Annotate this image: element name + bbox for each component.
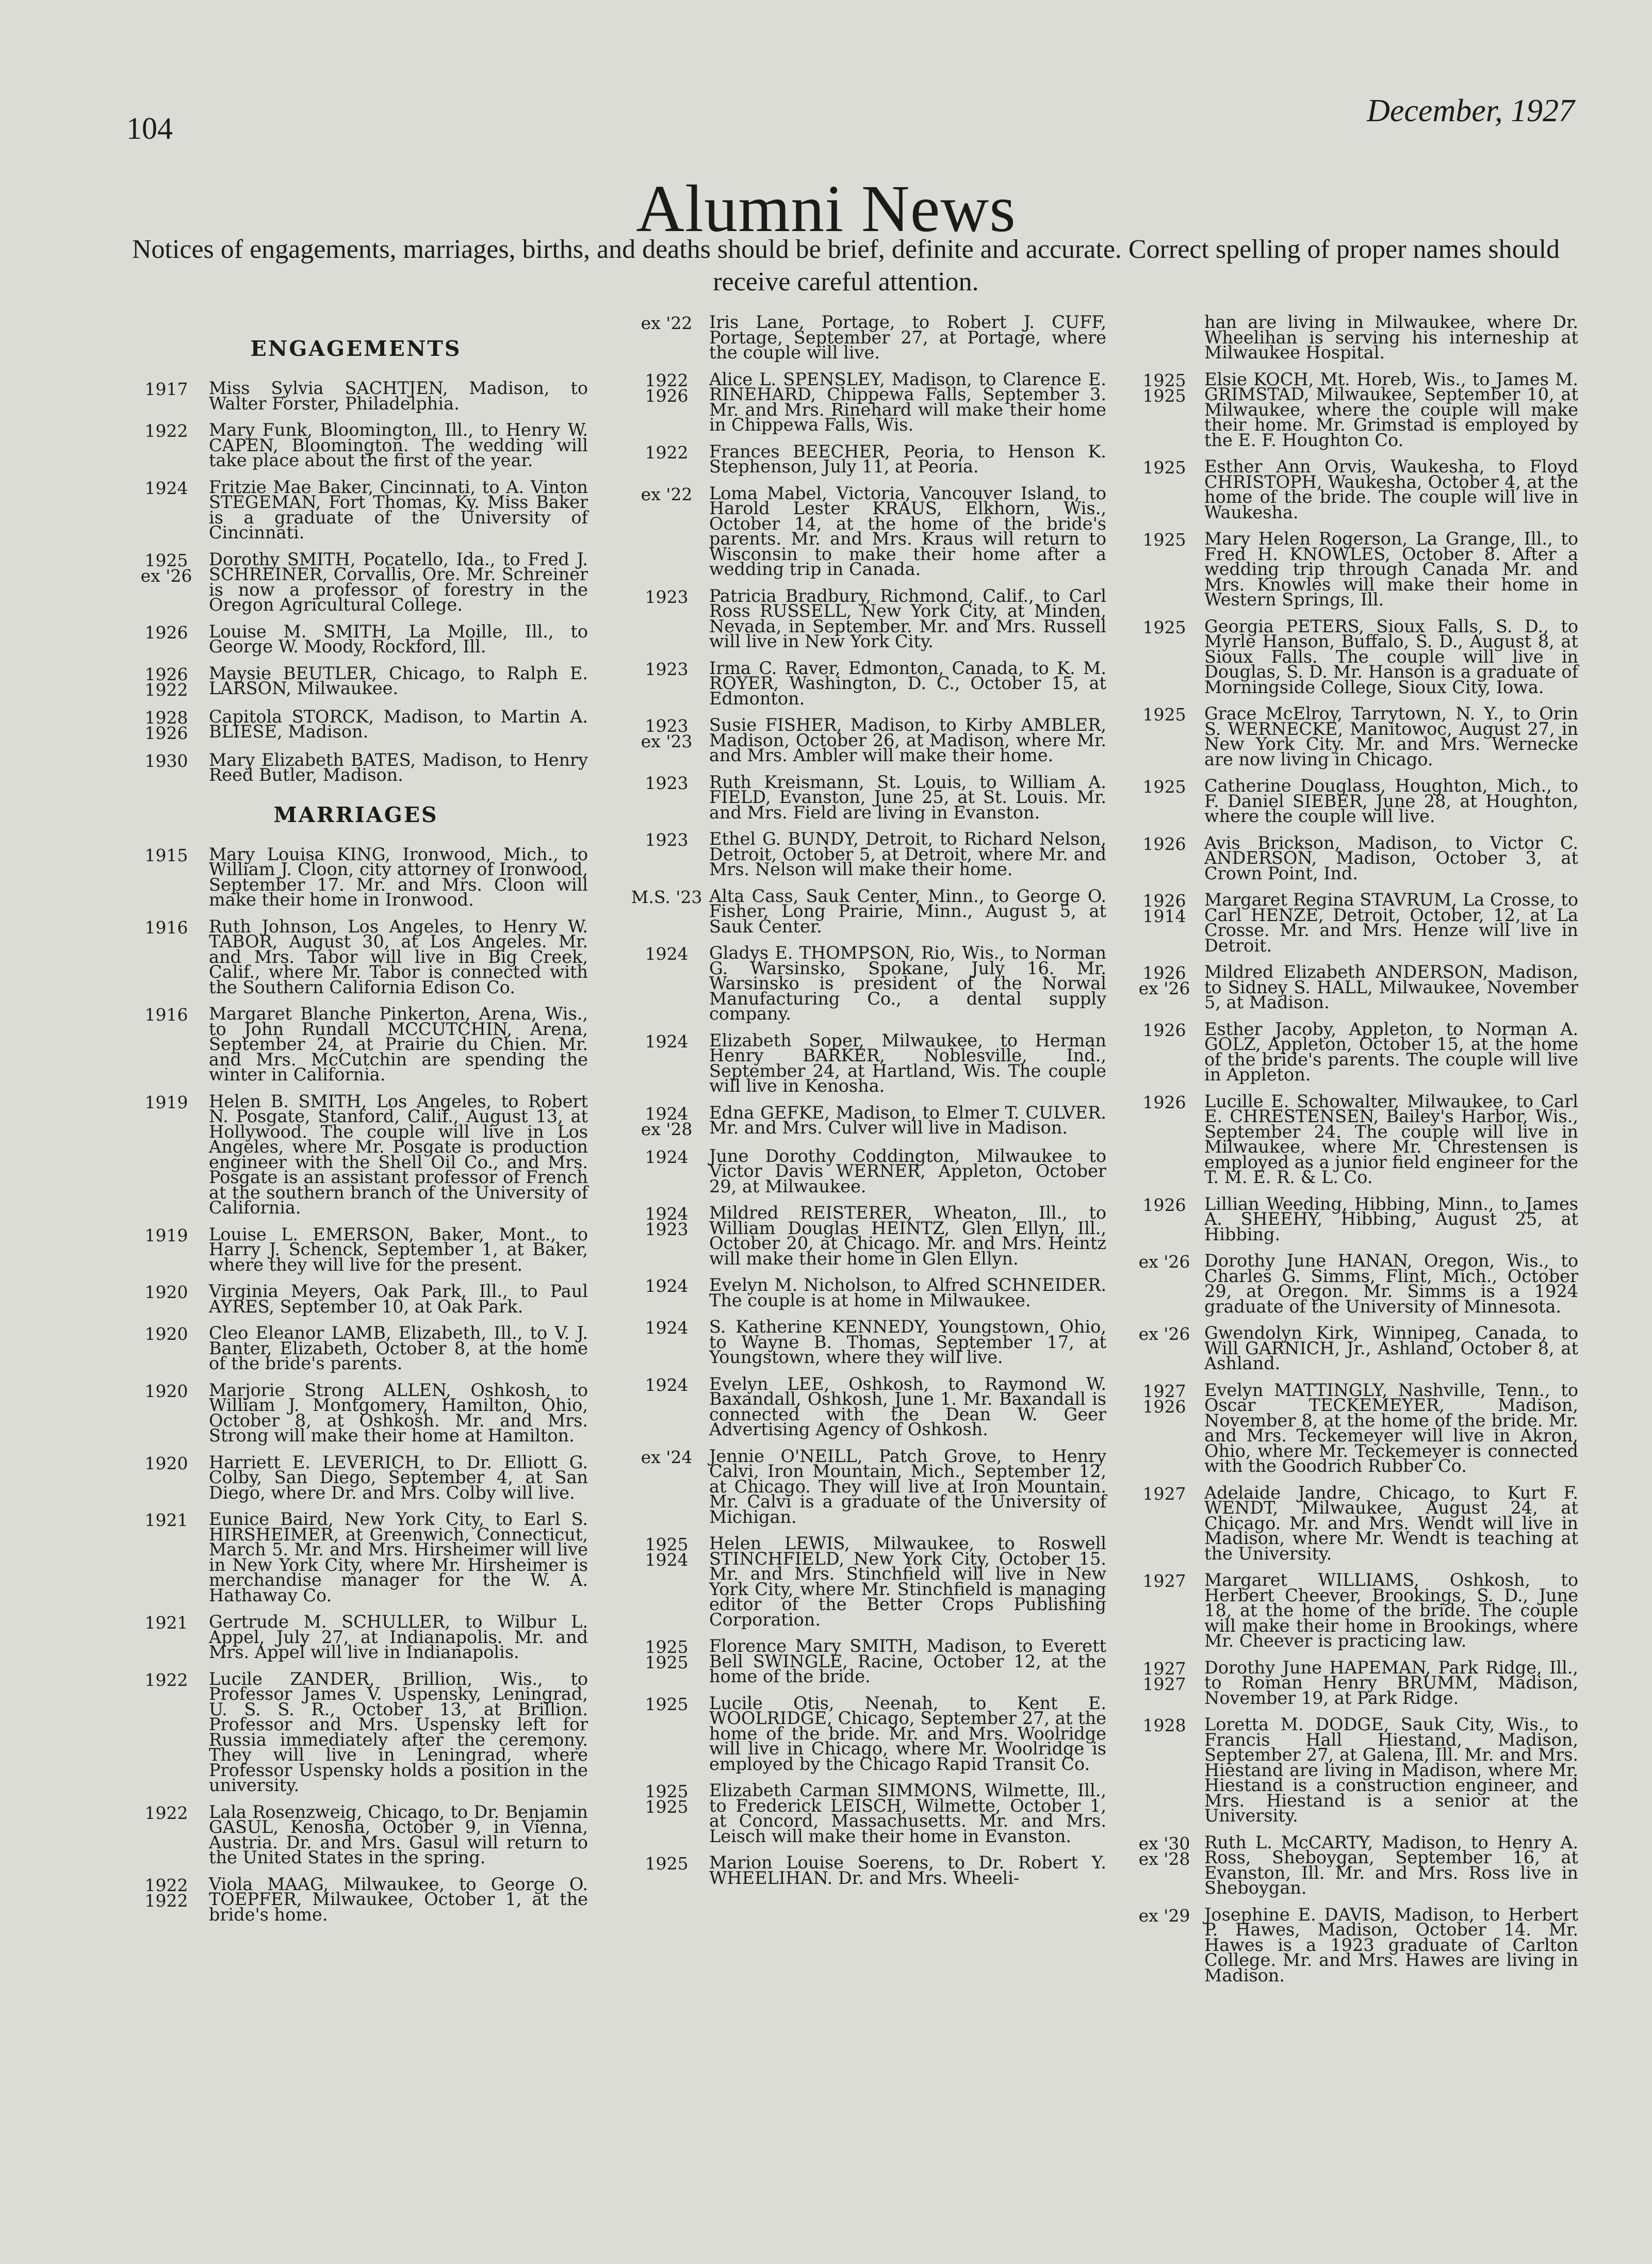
class-year: 1925 — [1142, 530, 1186, 550]
notice-text: Louise M. SMITH, La Moille, Ill., to George W. Moody, Rockford, Ill. — [209, 621, 588, 657]
notice-text: Lala Rosenzweig, Chicago, to Dr. Benjamin GASUL, Kenosha, October 9, in Vienna, Austria. Dr. and Mrs. Gasul will return to the United States in the spring. — [209, 1801, 588, 1867]
notice-entry — [1124, 531, 1578, 608]
notice-text: Ruth Kreismann, St. Louis, to William A. FIELD, Evanston, June 25, at St. Louis. Mr. and Mrs. Field are living in Evanston. — [709, 772, 1106, 823]
class-year: 1925 1925 — [1142, 370, 1186, 406]
class-year: 1925 — [1142, 617, 1186, 637]
notice-entry — [624, 1203, 1106, 1269]
notice-text: Mary Elizabeth BATES, Madison, to Henry Reed Butler, Madison. — [209, 749, 588, 785]
notice-entry — [124, 1614, 588, 1660]
notice-text: Margaret WILLIAMS, Oshkosh, to Herbert Cheever, Brookings, S. D., June 18, at the home of the bride. The couple will make their home in Brookings, where Mr. Cheever is practicing law. — [1204, 1570, 1578, 1651]
notice-entry — [1124, 1714, 1578, 1826]
notice-entry — [124, 378, 588, 414]
class-year: 1924 ex '28 — [641, 1103, 693, 1139]
class-year: 1928 1926 — [144, 707, 188, 743]
notice-text: Gertrude M. SCHULLER, to Wilbur L. Appel, July 27, at Indianapolis. Mr. and Mrs. Appel will live in Indianapolis. — [209, 1612, 588, 1662]
notice-text: Marion Louise Soerens, to Dr. Robert Y. WHEELIHAN. Dr. and Mrs. Wheeli- — [709, 1852, 1106, 1888]
notice-entry — [124, 749, 588, 785]
notice-entry — [1124, 1572, 1578, 1649]
notice-text: Lillian Weeding, Hibbing, Minn., to James A. SHEEHY, Hibbing, August 25, at Hibbing. — [1204, 1193, 1578, 1244]
notice-entry — [1124, 1091, 1578, 1187]
notice-entry — [624, 658, 1106, 709]
notice-entry — [1124, 1193, 1578, 1244]
notice-text: Cleo Eleanor LAMB, Elizabeth, Ill., to V. J. Banter, Elizabeth, October 8, at the home of the bride's parents. — [209, 1323, 588, 1373]
class-year: 1915 — [144, 845, 188, 865]
notice-entry — [1124, 832, 1578, 883]
notice-text: Helen LEWIS, Milwaukee, to Roswell STINCHFIELD, New York City, October 15. Mr. and Mrs. Stinchfield will live in New York City, where Mr. Stinchfield is managing editor of the Better Crops Publishing Corporation. — [709, 1533, 1106, 1630]
class-year: 1925 — [645, 1694, 689, 1714]
class-year: 1925 — [1142, 777, 1186, 797]
notice-entry — [1124, 1482, 1578, 1564]
notice-text: June Dorothy Coddington, Milwaukee to Victor Davis WERNER, Appleton, October 29, at Milwaukee. — [709, 1145, 1106, 1196]
notice-entry — [124, 477, 588, 543]
notice-text: Elsie KOCH, Mt. Horeb, Wis., to James M. GRIMSTAD, Milwaukee, September 10, at Milwaukee, where the couple will make their home. Mr. Grimstad is employed by the E. F. Houghton Co. — [1204, 369, 1578, 450]
notice-entry — [624, 885, 1106, 937]
notice-text: Louise L. EMERSON, Baker, Mont., to Harry J. Schenck, September 1, at Baker, where they will live for the present. — [209, 1224, 588, 1275]
class-year: 1926 — [1142, 1020, 1186, 1040]
page-title: Alumni News — [636, 172, 1016, 246]
class-year: 1927 — [1142, 1571, 1186, 1591]
marriages-list-continued — [624, 312, 1106, 1888]
notice-entry — [1124, 964, 1578, 1010]
notice-text: Elizabeth Soper, Milwaukee, to Herman Henry BARKER, Noblesville, Ind., September 24, at Hartland, Wis. The couple will live in Kenosha. — [709, 1030, 1106, 1096]
class-year: 1925 — [645, 1853, 689, 1874]
class-year: 1924 — [645, 944, 689, 964]
notice-text: Mary Funk, Bloomington, Ill., to Henry W. CAPEN, Bloomington. The wedding will take place about the first of the year. — [209, 420, 588, 470]
class-year: 1922 1922 — [144, 1875, 188, 1911]
notice-text: Frances BEECHER, Peoria, to Henson K. Stephenson, July 11, at Peoria. — [709, 441, 1106, 477]
class-year: 1921 — [144, 1613, 188, 1633]
class-year: 1924 — [645, 1031, 689, 1052]
notice-text: Viola MAAG, Milwaukee, to George O. TOEPFER, Milwaukee, October 1, at the bride's home. — [209, 1874, 588, 1925]
notice-text: Eunice Baird, New York City, to Earl S. HIRSHEIMER, at Greenwich, Connecticut, March 5. Mr. and Mrs. Hirsheimer will live in New York City, where Mr. Hirsheimer is merchandise manager for the W. A. Hathaway Co. — [209, 1509, 588, 1605]
class-year: 1925 — [1142, 704, 1186, 725]
class-year: ex '26 — [1138, 1324, 1190, 1344]
notice-entry — [624, 1102, 1106, 1139]
class-year: 1920 — [144, 1453, 188, 1473]
notice-text: Evelyn M. Nicholson, to Alfred SCHNEIDER. The couple is at home in Milwaukee. — [709, 1275, 1106, 1310]
notice-entry — [624, 1780, 1106, 1846]
notice-entry — [1124, 1251, 1578, 1317]
notice-entry — [124, 1874, 588, 1925]
class-year: 1922 1926 — [645, 370, 689, 406]
notice-text: Lucile ZANDER, Brillion, Wis., to Professor James V. Uspensky, Leningrad, U. S. S. R., October 13, at Brillion. Professor and Mrs. Uspensky left for Russia immediately after the ceremony. They will live in Leningrad, where Professor Uspensky holds a position in the university. — [209, 1668, 588, 1795]
notice-entry — [1124, 1904, 1578, 1986]
notice-entry — [624, 1373, 1106, 1439]
notice-entry — [124, 621, 588, 657]
notice-text: Dorothy SMITH, Pocatello, Ida., to Fred J. SCHREINER, Corvallis, Ore. Mr. Schreiner is now a professor of forestry in the Oregon Agricultural College. — [209, 549, 588, 615]
notice-entry — [624, 483, 1106, 579]
class-year: 1920 — [144, 1282, 188, 1302]
notice-text: Evelyn LEE, Oshkosh, to Raymond W. Baxandall, Oshkosh, June 1. Mr. Baxandall is connected with the Dean W. Geer Advertising Agency of Oshkosh. — [709, 1373, 1106, 1439]
class-year: 1925 1924 — [645, 1534, 689, 1570]
notice-text: Iris Lane, Portage, to Robert J. CUFF, Portage, September 27, at Portage, where the couple will live. — [709, 312, 1106, 363]
marriages-list-continued — [1124, 369, 1578, 1986]
notice-entry — [624, 1638, 1106, 1684]
class-year: 1923 ex '23 — [641, 716, 693, 751]
intro-notice: Notices of engagements, marriages, births, and deaths should be brief, definite and accurate. Correct spelling of proper names should receive careful attention. — [132, 235, 1560, 297]
notice-entry — [1124, 778, 1578, 824]
class-year: ex '29 — [1138, 1905, 1190, 1926]
notice-text: Virginia Meyers, Oak Park, Ill., to Paul AYRES, September 10, at Oak Park. — [209, 1281, 588, 1317]
class-year: 1925 1925 — [645, 1637, 689, 1672]
class-year: 1926 — [1142, 1194, 1186, 1215]
notice-text: Helen B. SMITH, Los Angeles, to Robert N. Posgate, Stanford, Calif., August 13, at Hollywood. The couple will live in Los Angeles, where Mr. Posgate is production engineer with the Shell Oil Co., and Mrs. Posgate is an assistant professor of French at the southern branch of the University of California. — [209, 1091, 588, 1218]
notice-text: Dorothy June HAPEMAN, Park Ridge, Ill., to Roman Henry BRUMM, Madison, November 19, at Park Ridge. — [1204, 1657, 1578, 1708]
notice-text: Ethel G. BUNDY, Detroit, to Richard Nelson, Detroit, October 5, at Detroit, where Mr. and Mrs. Nelson will make their home. — [709, 829, 1106, 879]
notice-text: Evelyn MATTINGLY, Nashville, Tenn., to Oscar TECKEMEYER, Madison, November 8, at the home of the bride. Mr. and Mrs. Teckemeyer will live in Akron, Ohio, where Mr. Teckemeyer is connected with the Goodrich Rubber Co. — [1204, 1380, 1578, 1476]
notice-entry — [124, 706, 588, 743]
notice-entry — [624, 1030, 1106, 1096]
class-year: 1924 1923 — [645, 1204, 689, 1239]
notice-text: Adelaide Jandre, Chicago, to Kurt F. WENDT, Milwaukee, August 24, at Chicago. Mr. and Mrs. Wendt will live in Madison, where Mr. Wendt is teaching at the University. — [1204, 1482, 1578, 1564]
notice-entry — [624, 1145, 1106, 1196]
class-year: 1922 — [645, 442, 689, 463]
class-year: 1922 — [144, 1669, 188, 1690]
notice-entry — [1124, 703, 1578, 769]
class-year: 1926 — [1142, 1092, 1186, 1112]
notice-entry — [624, 441, 1106, 477]
notice-text: Avis Brickson, Madison, to Victor C. ANDERSON, Madison, October 3, at Crown Point, Ind. — [1204, 832, 1578, 883]
notice-entry — [124, 663, 588, 700]
class-year: 1920 — [144, 1381, 188, 1401]
notice-entry — [124, 1224, 588, 1275]
notice-text: Margaret Blanche Pinkerton, Arena, Wis., to John Rundall MCCUTCHIN, Arena, September 24, at Prairie du Chien. Mr. and Mrs. McCutchin are spending the winter in California. — [209, 1004, 588, 1085]
class-year: 1923 — [645, 830, 689, 850]
notice-text: Mary Helen Rogerson, La Grange, Ill., to Fred H. KNOWLES, October 8. After a wedding trip through Canada Mr. and Mrs. Knowles will make their home in Western Springs, Ill. — [1204, 529, 1578, 610]
notice-entry — [124, 1801, 588, 1867]
marriages-heading: MARRIAGES — [273, 802, 438, 827]
notice-entry — [624, 945, 1106, 1022]
notice-entry — [1124, 616, 1578, 697]
class-year: 1923 — [645, 659, 689, 679]
class-year: 1926 1914 — [1142, 891, 1186, 926]
notice-entry — [124, 844, 588, 910]
class-year: 1924 — [144, 478, 188, 498]
page-number: 104 — [126, 111, 173, 145]
notice-text: Harriett E. LEVERICH, to Dr. Elliott G. Colby, San Diego, September 4, at San Diego, where Dr. and Mrs. Colby will live. — [209, 1452, 588, 1503]
notice-entry — [124, 1380, 588, 1446]
class-year: 1927 — [1142, 1483, 1186, 1504]
class-year: 1924 — [645, 1146, 689, 1167]
notice-entry — [124, 1452, 588, 1503]
notice-text: Alta Cass, Sauk Center, Minn., to George O. Fisher, Long Prairie, Minn., August 5, at Sauk Center. — [709, 885, 1106, 937]
notice-entry — [624, 772, 1106, 823]
class-year: 1927 1927 — [1142, 1658, 1186, 1694]
column-3 — [1124, 312, 1578, 1994]
engagements-list — [124, 378, 588, 785]
notice-text: Edna GEFKE, Madison, to Elmer T. CULVER. Mr. and Mrs. Culver will live in Madison. — [709, 1102, 1106, 1138]
class-year: 1923 — [645, 586, 689, 607]
notice-entry — [624, 1319, 1106, 1365]
notice-entry — [1124, 456, 1578, 522]
continued-entry-text: han are living in Milwaukee, where Dr. Wheelihan is serving his interneship at Milwaukee Hospital. — [1204, 312, 1578, 363]
notice-text: Loretta M. DODGE, Sauk City, Wis., to Francis Hall Hiestand, Madison, September 27, at Galena, Ill. Mr. and Mrs. Hiestand are living in Madison, where Mr. Hiestand is a construction engineer, and Mrs. Hiestand is a senior at the University. — [1204, 1714, 1578, 1826]
issue-date: December, 1927 — [1367, 93, 1575, 128]
class-year: 1925 1925 — [645, 1781, 689, 1817]
class-year: ex '26 — [1138, 1252, 1190, 1272]
notice-entry — [1124, 1019, 1578, 1085]
notice-text: Mildred Elizabeth ANDERSON, Madison, to Sidney S. HALL, Milwaukee, November 5, at Madison. — [1204, 962, 1578, 1012]
notice-text: Esther Jacoby, Appleton, to Norman A. GOLZ, Appleton, October 15, at the home of the bride's parents. The couple will live in Appleton. — [1204, 1019, 1578, 1085]
class-year: 1927 1926 — [1142, 1381, 1186, 1417]
class-year: 1924 — [645, 1374, 689, 1395]
class-year: 1925 ex '26 — [140, 550, 192, 586]
notice-entry — [624, 831, 1106, 877]
column-1 — [124, 315, 588, 1933]
class-year: 1924 — [645, 1276, 689, 1296]
notice-entry — [624, 1533, 1106, 1630]
notice-text: Margaret Regina STAVRUM, La Crosse, to Carl HENZE, Detroit, October, 12, at La Crosse. Mr. and Mrs. Henze will live in Detroit. — [1204, 890, 1578, 956]
class-year: 1925 — [1142, 457, 1186, 478]
notice-entry — [624, 369, 1106, 435]
notice-entry — [1124, 1657, 1578, 1708]
notice-text: Gladys E. THOMPSON, Rio, Wis., to Norman G. Warsinsko, Spokane, July 16. Mr. Warsinsko is president of the Norwal Manufacturing Co., a dental supply company. — [709, 943, 1106, 1024]
notice-entry — [124, 422, 588, 468]
notice-text: Alice L. SPENSLEY, Madison, to Clarence E. RINEHARD, Chippewa Falls, September 3. Mr. and Mrs. Rinehard will make their home in Chippewa Falls, Wis. — [709, 369, 1106, 435]
notice-entry — [124, 1281, 588, 1317]
notice-text: Irma C. Raver, Edmonton, Canada, to K. M. ROYER, Washington, D. C., October 15, at Edmonton. — [709, 658, 1106, 709]
notice-entry — [124, 916, 588, 997]
notice-text: S. Katherine KENNEDY, Youngstown, Ohio, to Wayne B. Thomas, September 17, at Youngstown, where they will live. — [709, 1317, 1106, 1367]
notice-text: Catherine Douglass, Houghton, Mich., to F. Daniel SIEBER, June 28, at Houghton, where the couple will live. — [1204, 776, 1578, 826]
notice-text: Dorothy June HANAN, Oregon, Wis., to Charles G. Simms, Flint, Mich., October 29, at Oregon. Mr. Simms is a 1924 graduate of the University of Minnesota. — [1204, 1251, 1578, 1317]
column-2 — [624, 312, 1106, 1897]
notice-entry — [624, 1277, 1106, 1308]
class-year: 1922 — [144, 421, 188, 441]
notice-text: Mildred REISTERER, Wheaton, Ill., to William Douglas HEINTZ, Glen Ellyn, Ill., October 20, at Chicago. Mr. and Mrs. Heintz will make their home in Glen Ellyn. — [709, 1203, 1106, 1269]
notice-text: Florence Mary SMITH, Madison, to Everett Bell SWINGLE, Racine, October 12, at the home of the bride. — [709, 1636, 1106, 1686]
notice-entry — [124, 549, 588, 615]
class-year: 1923 — [645, 773, 689, 793]
class-year: ex '30 ex '28 — [1138, 1833, 1190, 1869]
notice-entry — [1124, 1380, 1578, 1476]
class-year: 1920 — [144, 1324, 188, 1344]
notice-entry — [1124, 369, 1578, 450]
class-year: 1926 ex '26 — [1138, 963, 1190, 998]
class-year: ex '22 — [641, 313, 693, 333]
class-year: 1917 — [144, 379, 188, 399]
notice-text: Jennie O'NEILL, Patch Grove, to Henry Calvi, Iron Mountain, Mich., September 12, at Chicago. They will live at Iron Mountain. Mr. Calvi is a graduate of the University of Michigan. — [709, 1446, 1106, 1527]
notice-text: Ruth L. McCARTY, Madison, to Henry A. Ross, Sheboygan, September 16, at Evanston, Ill. Mr. and Mrs. Ross live in Sheboygan. — [1204, 1832, 1578, 1898]
notice-entry — [624, 1693, 1106, 1774]
class-year: 1922 — [144, 1802, 188, 1823]
class-year: 1921 — [144, 1510, 188, 1530]
class-year: 1919 — [144, 1092, 188, 1112]
notice-text: Gwendolyn Kirk, Winnipeg, Canada, to Will GARNICH, Jr., Ashland, October 8, at Ashland. — [1204, 1323, 1578, 1373]
notice-text: Esther Ann Orvis, Waukesha, to Floyd CHRISTOPH, Waukesha, October 4, at the home of the bride. The couple will live in Waukesha. — [1204, 456, 1578, 522]
notice-entry — [124, 1509, 588, 1605]
notice-entry — [124, 1668, 588, 1795]
notice-text: Josephine E. DAVIS, Madison, to Herbert P. Hawes, Madison, October 14. Mr. Hawes is a 1923 graduate of Carlton College. Mr. and Mrs. Hawes are living in Madison. — [1204, 1904, 1578, 1986]
class-year: 1926 — [144, 622, 188, 643]
class-year: 1916 — [144, 917, 188, 938]
notice-entry — [624, 1446, 1106, 1527]
class-year: 1926 1922 — [144, 664, 188, 700]
notice-text: Georgia PETERS, Sioux Falls, S. D., to Myrle Hanson, Buffalo, S. D., August 8, at Sioux Falls. The couple will live in Douglas, S. D. Mr. Hanson is a graduate of Morningside College, Sioux City, Iowa. — [1204, 616, 1578, 697]
notice-text: Patricia Bradbury, Richmond, Calif., to Carl Ross RUSSELL, New York City, at Minden, Nevada, in September. Mr. and Mrs. Russell will live in New York City. — [709, 585, 1106, 651]
notice-entry — [1124, 1832, 1578, 1898]
class-year: 1924 — [645, 1318, 689, 1338]
class-year: 1926 — [1142, 833, 1186, 854]
class-year: 1919 — [144, 1225, 188, 1245]
notice-text: Grace McElroy, Tarrytown, N. Y., to Orin S. WERNECKE, Manitowoc, August 27, in New York City. Mr. and Mrs. Wernecke are now living in Chicago. — [1204, 703, 1578, 769]
notice-text: Susie FISHER, Madison, to Kirby AMBLER, Madison, October 26, at Madison, where Mr. and Mrs. Ambler will make their home. — [709, 715, 1106, 765]
notice-entry — [1124, 890, 1578, 956]
notice-text: Lucille E. Schowalter, Milwaukee, to Carl E. CHRESTENSEN, Bailey's Harbor, Wis., September 24. The couple will live in Milwaukee, where Mr. Chrestensen is employed as a junior field engineer for the T. M. E. R. & L. Co. — [1204, 1091, 1578, 1187]
notice-text: Mary Louisa KING, Ironwood, Mich., to William J. Cloon, city attorney of Ironwood, September 17. Mr. and Mrs. Cloon will make their home in Ironwood. — [209, 844, 588, 910]
marriages-list — [124, 844, 588, 1925]
notice-text: Ruth Johnson, Los Angeles, to Henry W. TABOR, August 30, at Los Angeles. Mr. and Mrs. Tabor will live in Big Creek, Calif., where Mr. Tabor is connected with the Southern California Edison Co. — [209, 916, 588, 997]
engagements-heading: ENGAGEMENTS — [250, 336, 462, 361]
notice-text: Capitola STORCK, Madison, to Martin A. BLIESE, Madison. — [209, 706, 588, 742]
notice-entry — [124, 1325, 588, 1371]
class-year: M.S. '23 — [631, 887, 702, 907]
class-year: 1930 — [144, 750, 188, 771]
class-year: ex '22 — [641, 484, 693, 504]
class-year: 1928 — [1142, 1715, 1186, 1735]
notice-text: Loma Mabel, Victoria, Vancouver Island, to Harold Lester KRAUS, Elkhorn, Wis., October 14, at the home of the bride's parents. Mr. and Mrs. Kraus will return to Wisconsin to make their home after a wedding trip in Canada. — [709, 483, 1106, 579]
notice-text: Fritzie Mae Baker, Cincinnati, to A. Vinton STEGEMAN, Fort Thomas, Ky. Miss Baker is a graduate of the University of Cincinnati. — [209, 477, 588, 543]
class-year: 1916 — [144, 1005, 188, 1025]
notice-text: Miss Sylvia SACHTJEN, Madison, to Walter Forster, Philadelphia. — [209, 378, 588, 414]
notice-entry — [624, 717, 1106, 763]
class-year: ex '24 — [641, 1447, 693, 1467]
notice-entry — [624, 585, 1106, 651]
notice-text: Elizabeth Carman SIMMONS, Wilmette, Ill., to Frederick LEISCH, Wilmette, October 1, at Concord, Massachusetts. Mr. and Mrs. Leisch will make their home in Evanston. — [709, 1780, 1106, 1846]
notice-entry — [1124, 1325, 1578, 1371]
notice-entry — [124, 1004, 588, 1085]
notice-text: Marjorie Strong ALLEN, Oshkosh, to William J. Montgomery, Hamilton, Ohio, October 8, at Oshkosh. Mr. and Mrs. Strong will make their home at Hamilton. — [209, 1380, 588, 1446]
notice-entry — [624, 1852, 1106, 1888]
notice-entry — [124, 1091, 588, 1218]
notice-text: Lucile Otis, Neenah, to Kent E. WOOLRIDGE, Chicago, September 27, at the home of the bride. Mr. and Mrs. Woolridge will live in Chicago, where Mr. Woolridge is employed by the Chicago Rapid Transit Co. — [709, 1693, 1106, 1774]
notice-entry — [624, 312, 1106, 363]
notice-text: Maysie BEUTLER, Chicago, to Ralph E. LARSON, Milwaukee. — [209, 663, 588, 698]
